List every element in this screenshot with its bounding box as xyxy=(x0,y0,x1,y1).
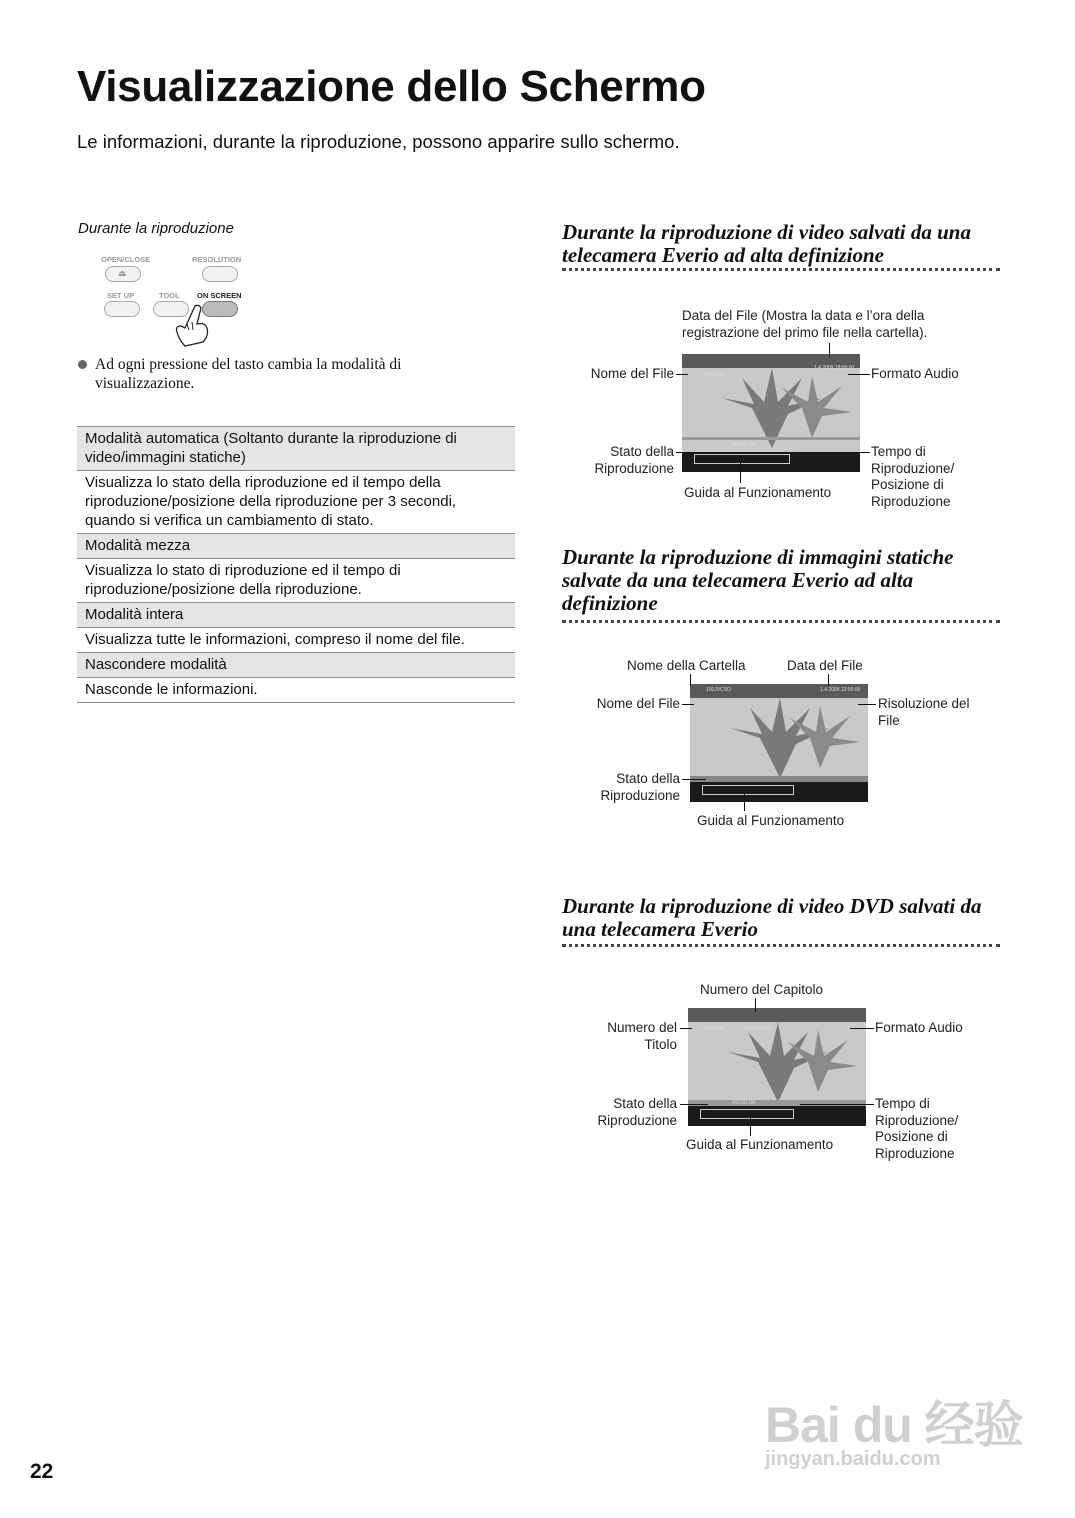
screen-preview xyxy=(688,1008,866,1126)
label-nome-cartella: Nome della Cartella xyxy=(627,658,746,673)
mini-date: 1.4.2009 12:00:00 xyxy=(820,687,861,693)
operation-guide-box xyxy=(702,785,794,795)
screen-preview xyxy=(682,354,860,472)
label-data-del-file: Data del File (Mostra la data e l’ora della registrazione del primo file nella cartella). xyxy=(682,308,928,340)
open-close-button[interactable] xyxy=(105,266,141,282)
during-playback-caption: Durante la riproduzione xyxy=(78,220,234,237)
label-data-del-file: Data del File xyxy=(787,658,863,673)
label-risoluzione: Risoluzione del File xyxy=(878,696,970,728)
mini-filename: PRG001 xyxy=(704,372,724,378)
label-nome-del-file: Nome del File xyxy=(596,696,680,711)
section-title: Durante la riproduzione di immagini statiche salvate da una telecamera Everio ad alta definizione xyxy=(562,545,954,615)
mini-time: 00:00:08 xyxy=(732,1100,756,1106)
mode-name: Modalità mezza xyxy=(77,534,515,559)
label-formato-audio: Formato Audio xyxy=(871,366,959,381)
mode-description: Nasconde le informazioni. xyxy=(77,678,515,703)
label-stato: Stato della Riproduzione xyxy=(594,444,674,476)
open-close-label: OPEN/CLOSE xyxy=(101,255,151,264)
setup-label: SET UP xyxy=(107,291,135,300)
dotted-divider xyxy=(562,944,1000,947)
eject-icon: ⏏ xyxy=(118,268,127,278)
mini-folder: 100JVCSO xyxy=(706,687,732,693)
resolution-button[interactable] xyxy=(202,266,238,282)
mode-description: Visualizza tutte le informazioni, compreso il nome del file. xyxy=(77,628,515,653)
on-screen-label: ON SCREEN xyxy=(197,291,242,300)
label-tempo: Tempo di Riproduzione/ Posizione di Riproduzione xyxy=(871,444,955,509)
label-nome-del-file: Nome del File xyxy=(590,366,674,381)
baidu-watermark-url: jingyan.baidu.com xyxy=(765,1448,941,1470)
label-tempo: Tempo di Riproduzione/ Posizione di Riproduzione xyxy=(875,1096,959,1161)
remote-illustration xyxy=(95,252,255,352)
operation-guide-box xyxy=(694,454,790,464)
mini-title: TITOLO1 xyxy=(704,1026,725,1032)
page-title: Visualizzazione dello Schermo xyxy=(77,62,706,111)
mini-chapter: CAPITOLO1 xyxy=(744,1026,772,1032)
leaf-image xyxy=(720,698,868,784)
operation-guide-box xyxy=(700,1109,794,1119)
dotted-divider xyxy=(562,268,1000,271)
dotted-divider xyxy=(562,620,1000,623)
baidu-watermark-logo: Bai du 经验 xyxy=(765,1397,1023,1453)
mode-name: Modalità automatica (Soltanto durante la riproduzione di video/immagini statiche) xyxy=(77,426,515,471)
screen-preview xyxy=(690,684,868,802)
modes-table xyxy=(77,426,515,703)
label-formato-audio: Formato Audio xyxy=(875,1020,963,1035)
label-numero-capitolo: Numero del Capitolo xyxy=(700,982,824,997)
page-number: 22 xyxy=(30,1460,54,1483)
mode-description: Visualizza lo stato della riproduzione ed il tempo della riproduzione/posizione della riproduzione per 3 secondi, quando si verifica un cambiamento di stato. xyxy=(77,471,515,534)
mode-description: Visualizza lo stato di riproduzione ed il tempo di riproduzione/posizione della riproduzione. xyxy=(77,559,515,603)
label-stato: Stato della Riproduzione xyxy=(600,771,680,803)
setup-button[interactable] xyxy=(104,301,140,317)
label-guida: Guida al Funzionamento xyxy=(686,1137,834,1152)
label-guida: Guida al Funzionamento xyxy=(684,485,832,500)
bullet-text: Ad ogni pressione del tasto cambia la modalità di visualizzazione. xyxy=(95,356,402,392)
pressing-hand-icon xyxy=(173,304,213,348)
mini-time: 00:00:24 xyxy=(732,442,756,448)
mode-name: Modalità intera xyxy=(77,603,515,628)
resolution-label: RESOLUTION xyxy=(192,255,242,264)
bullet-dot-icon xyxy=(78,360,87,369)
mini-date: 1.4.2009 18:00:00 xyxy=(814,365,855,371)
label-numero-titolo: Numero del Titolo xyxy=(607,1020,677,1052)
mode-name: Nascondere modalità xyxy=(77,653,515,678)
section-title: Durante la riproduzione di video DVD salvati da una telecamera Everio xyxy=(562,894,982,941)
label-guida: Guida al Funzionamento xyxy=(697,813,845,828)
section-title: Durante la riproduzione di video salvati da una telecamera Everio ad alta definizione xyxy=(562,220,971,267)
tool-label: TOOL xyxy=(159,291,180,300)
label-stato: Stato della Riproduzione xyxy=(597,1096,677,1128)
page-subtitle: Le informazioni, durante la riproduzione, possono apparire sullo schermo. xyxy=(77,131,680,152)
leaf-image xyxy=(718,1022,866,1108)
